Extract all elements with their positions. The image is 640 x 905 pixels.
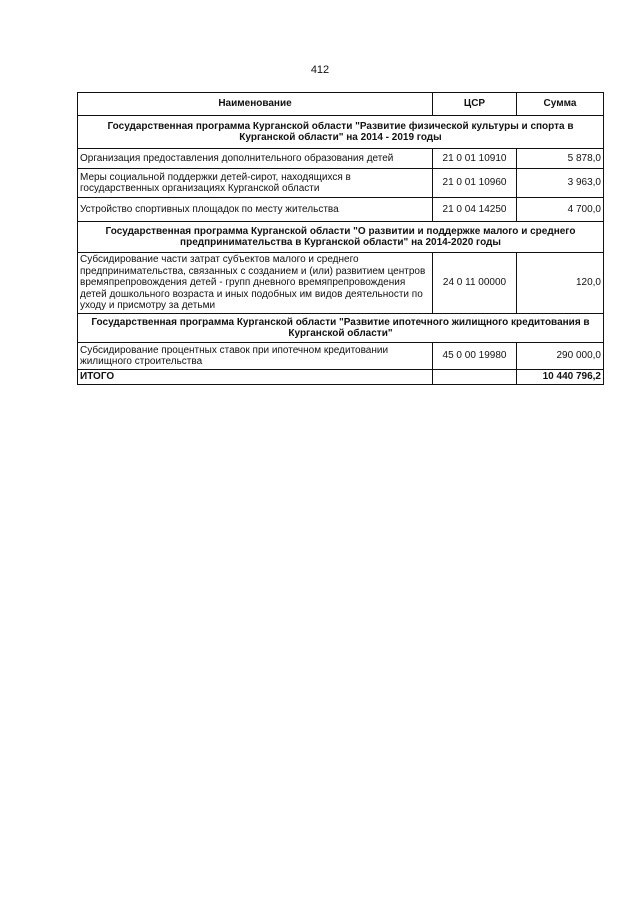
row-sum: 120,0 <box>517 253 604 314</box>
table-row <box>78 149 604 169</box>
table-row <box>78 169 604 198</box>
row-sum: 290 000,0 <box>517 343 604 370</box>
row-code: 24 0 11 00000 <box>433 253 517 314</box>
total-sum: 10 440 796,2 <box>517 370 604 385</box>
header-code: ЦСР <box>433 93 517 116</box>
header-sum: Сумма <box>517 93 604 116</box>
total-code <box>433 370 517 385</box>
program-title: Государственная программа Курганской области "Развитие физической культуры и спорта в Курганской области" на 2014 - 2019 годы <box>78 116 604 149</box>
page-number: 412 <box>310 64 330 76</box>
row-sum: 3 963,0 <box>517 169 604 198</box>
program-title: Государственная программа Курганской области "Развитие ипотечного жилищного кредитования в Курганской области" <box>78 314 604 343</box>
row-sum: 4 700,0 <box>517 198 604 222</box>
table-row <box>78 343 604 370</box>
row-code: 45 0 00 19980 <box>433 343 517 370</box>
table-header-row <box>78 93 604 116</box>
table-row <box>78 253 604 314</box>
program-title: Государственная программа Курганской области "О развитии и поддержке малого и среднего предпринимательства в Курганской области" на 2014-2020 годы <box>78 222 604 253</box>
program-row <box>78 314 604 343</box>
program-row <box>78 116 604 149</box>
row-code: 21 0 04 14250 <box>433 198 517 222</box>
row-code: 21 0 01 10960 <box>433 169 517 198</box>
table-row <box>78 198 604 222</box>
row-code: 21 0 01 10910 <box>433 149 517 169</box>
row-name: Субсидирование части затрат субъектов малого и среднего предпринимательства, связанных с созданием и (или) развитием центров времяпрепровождения детей - групп дневного времяпрепровождения детей дошкольного возраста и иных подобных им видов деятельности по уходу и присмотру за детьми <box>78 253 433 314</box>
row-sum: 5 878,0 <box>517 149 604 169</box>
row-name: Меры социальной поддержки детей-сирот, находящихся в государственных организациях Курганской области <box>78 169 433 198</box>
row-name: Устройство спортивных площадок по месту жительства <box>78 198 433 222</box>
header-name: Наименование <box>78 93 433 116</box>
total-row <box>78 370 604 385</box>
budget-table <box>77 92 604 385</box>
row-name: Субсидирование процентных ставок при ипотечном кредитовании жилищного строительства <box>78 343 433 370</box>
total-label: ИТОГО <box>78 370 433 385</box>
program-row <box>78 222 604 253</box>
row-name: Организация предоставления дополнительного образования детей <box>78 149 433 169</box>
